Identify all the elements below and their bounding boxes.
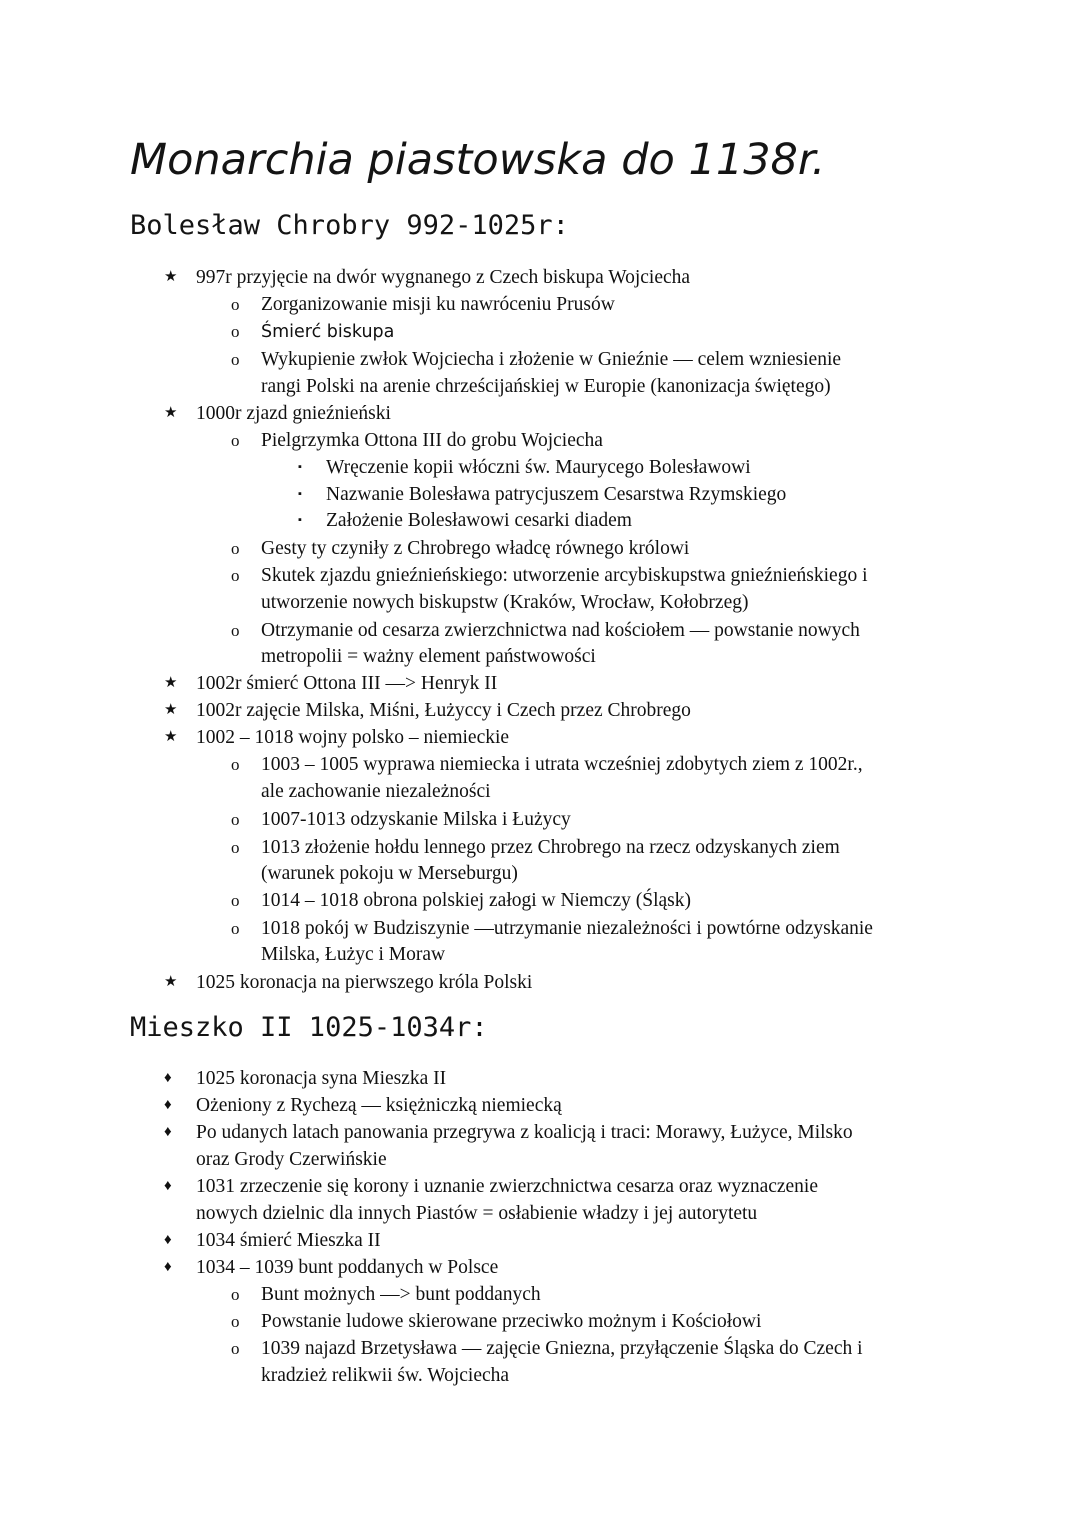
list-item (164, 1173, 819, 1200)
section-heading-boleslaw: Bolesław Chrobry 992-1025r: (130, 210, 569, 241)
circle-bullet-icon: o (231, 838, 240, 857)
list-item-text: Powstanie ludowe skierowane przeciwko możnym i Kościołowi (261, 1311, 762, 1332)
star-bullet-icon: ★ (164, 729, 178, 745)
list-item (164, 1092, 562, 1119)
diamond-bullet-icon: ♦ (164, 1097, 172, 1113)
star-bullet-icon: ★ (164, 702, 178, 718)
list-item-text: Milska, Łużyc i Moraw (261, 944, 446, 965)
list-item-text: Wręczenie kopii włóczni św. Maurycego Bolesławowi (326, 457, 751, 478)
list-item (231, 751, 863, 778)
list-item-text: Założenie Bolesławowi cesarki diadem (326, 510, 632, 531)
circle-bullet-icon: o (231, 1285, 240, 1304)
list-item (231, 562, 868, 589)
list-item (164, 697, 691, 724)
list-item (164, 1227, 381, 1254)
circle-bullet-icon: o (231, 539, 240, 558)
circle-bullet-icon: o (231, 919, 240, 938)
section-heading-mieszko: Mieszko II 1025-1034r: (130, 1012, 488, 1043)
list-item-text: oraz Grody Czerwińskie (196, 1149, 387, 1170)
list-item-text: 1002r śmierć Ottona III —> Henryk II (196, 673, 498, 694)
list-item-text: 1034 – 1039 bunt poddanych w Polsce (196, 1257, 499, 1278)
list-item-text: 1007-1013 odzyskanie Milska i Łużycy (261, 809, 571, 830)
circle-bullet-icon: o (231, 322, 240, 341)
circle-bullet-icon: o (231, 755, 240, 774)
list-item (298, 454, 751, 481)
list-item-text: kradzież relikwii św. Wojciecha (261, 1365, 510, 1386)
list-item (164, 969, 533, 996)
list-item (164, 1119, 853, 1146)
list-item-continuation (261, 860, 518, 887)
list-item-text: 1025 koronacja syna Mieszka II (196, 1068, 447, 1089)
document-title: Monarchia piastowska do 1138r. (130, 135, 826, 185)
list-item-text: 1018 pokój w Budziszynie —utrzymanie niezależności i powtórne odzyskanie (261, 918, 873, 939)
list-item-text: (warunek pokoju w Merseburgu) (261, 863, 518, 884)
square-bullet-icon: ▪ (298, 488, 302, 500)
list-item-continuation (261, 941, 445, 968)
diamond-bullet-icon: ♦ (164, 1070, 172, 1086)
square-bullet-icon: ▪ (298, 461, 302, 473)
list-item-text: Nazwanie Bolesława patrycjuszem Cesarstwa Rzymskiego (326, 484, 787, 505)
diamond-bullet-icon: ♦ (164, 1232, 172, 1248)
circle-bullet-icon: o (231, 621, 240, 640)
square-bullet-icon: ▪ (298, 514, 302, 526)
diamond-bullet-icon: ♦ (164, 1124, 172, 1140)
list-item-text: 1039 najazd Brzetysława — zajęcie Gniezna, przyłączenie Śląska do Czech i (261, 1338, 863, 1359)
diamond-bullet-icon: ♦ (164, 1259, 172, 1275)
circle-bullet-icon: o (231, 566, 240, 585)
list-item (231, 915, 873, 942)
circle-bullet-icon: o (231, 431, 240, 450)
list-item-text: 1031 zrzeczenie się korony i uznanie zwierzchnictwa cesarza oraz wyznaczenie (196, 1176, 819, 1197)
list-item (231, 617, 860, 644)
list-item-text: 1034 śmierć Mieszka II (196, 1230, 381, 1251)
circle-bullet-icon: o (231, 891, 240, 910)
circle-bullet-icon: o (231, 1312, 240, 1331)
list-item-text: Ożeniony z Rychezą — księżniczką niemiecką (196, 1095, 562, 1116)
list-item (231, 427, 603, 454)
star-bullet-icon: ★ (164, 269, 178, 285)
list-item-text: 1014 – 1018 obrona polskiej załogi w Niemczy (Śląsk) (261, 890, 691, 911)
list-item-text: 1025 koronacja na pierwszego króla Polski (196, 972, 533, 993)
list-item-text: Wykupienie zwłok Wojciecha i złożenie w Gnieźnie — celem wzniesienie (261, 349, 842, 370)
diamond-bullet-icon: ♦ (164, 1178, 172, 1194)
list-item-continuation (196, 1200, 757, 1227)
list-item (164, 400, 391, 427)
list-item (231, 346, 842, 373)
list-item-text: 1013 złożenie hołdu lennego przez Chrobrego na rzecz odzyskanych ziem (261, 837, 840, 858)
list-item (164, 1065, 447, 1092)
list-item-continuation (261, 1362, 509, 1389)
circle-bullet-icon: o (231, 295, 240, 314)
list-item-text: 997r przyjęcie na dwór wygnanego z Czech biskupa Wojciecha (196, 267, 691, 288)
list-item-text: utworzenie nowych biskupstw (Kraków, Wrocław, Kołobrzeg) (261, 592, 749, 613)
list-item-text: Skutek zjazdu gnieźnieńskiego: utworzenie arcybiskupstwa gnieźnieńskiego i (261, 565, 868, 586)
list-item-text: rangi Polski na arenie chrześcijańskiej w Europie (kanonizacja świętego) (261, 376, 831, 397)
list-item-text: 1002 – 1018 wojny polsko – niemieckie (196, 727, 510, 748)
circle-bullet-icon: o (231, 350, 240, 369)
list-item (231, 291, 615, 318)
list-item-text: ale zachowanie niezależności (261, 781, 491, 802)
list-item (231, 1281, 541, 1308)
list-item (164, 264, 691, 291)
list-item-text: Śmierć biskupa (261, 322, 395, 342)
list-item-continuation (261, 373, 831, 400)
star-bullet-icon: ★ (164, 974, 178, 990)
list-item (231, 318, 395, 346)
list-item-text: metropolii = ważny element państwowości (261, 646, 596, 667)
list-item-text: Po udanych latach panowania przegrywa z koalicją i traci: Morawy, Łużyce, Milsko (196, 1122, 853, 1143)
circle-bullet-icon: o (231, 1339, 240, 1358)
list-item-continuation (196, 1146, 387, 1173)
list-item (231, 834, 840, 861)
list-item (231, 535, 690, 562)
list-item (298, 481, 787, 508)
star-bullet-icon: ★ (164, 405, 178, 421)
list-item (231, 887, 691, 914)
list-item-text: 1003 – 1005 wyprawa niemiecka i utrata wcześniej zdobytych ziem z 1002r., (261, 754, 863, 775)
list-item (164, 724, 510, 751)
star-bullet-icon: ★ (164, 675, 178, 691)
list-item (231, 1308, 762, 1335)
list-item-text: Bunt możnych —> bunt poddanych (261, 1284, 541, 1305)
list-item-continuation (261, 589, 748, 616)
list-item-text: 1002r zajęcie Milska, Miśni, Łużyccy i Czech przez Chrobrego (196, 700, 691, 721)
list-item-text: Otrzymanie od cesarza zwierzchnictwa nad kościołem — powstanie nowych (261, 620, 860, 641)
list-item (164, 1254, 499, 1281)
list-item-text: 1000r zjazd gnieźnieński (196, 403, 391, 424)
list-item (231, 806, 571, 833)
list-item-text: Zorganizowanie misji ku nawróceniu Prusów (261, 294, 615, 315)
list-item-text: Pielgrzymka Ottona III do grobu Wojciecha (261, 430, 603, 451)
list-item (164, 670, 498, 697)
list-item (298, 507, 632, 534)
list-item-text: Gesty ty czyniły z Chrobrego władcę równego królowi (261, 538, 690, 559)
list-item-text: nowych dzielnic dla innych Piastów = osłabienie władzy i jej autorytetu (196, 1203, 758, 1224)
circle-bullet-icon: o (231, 810, 240, 829)
list-item (231, 1335, 863, 1362)
list-item-continuation (261, 778, 491, 805)
list-item-continuation (261, 643, 596, 670)
